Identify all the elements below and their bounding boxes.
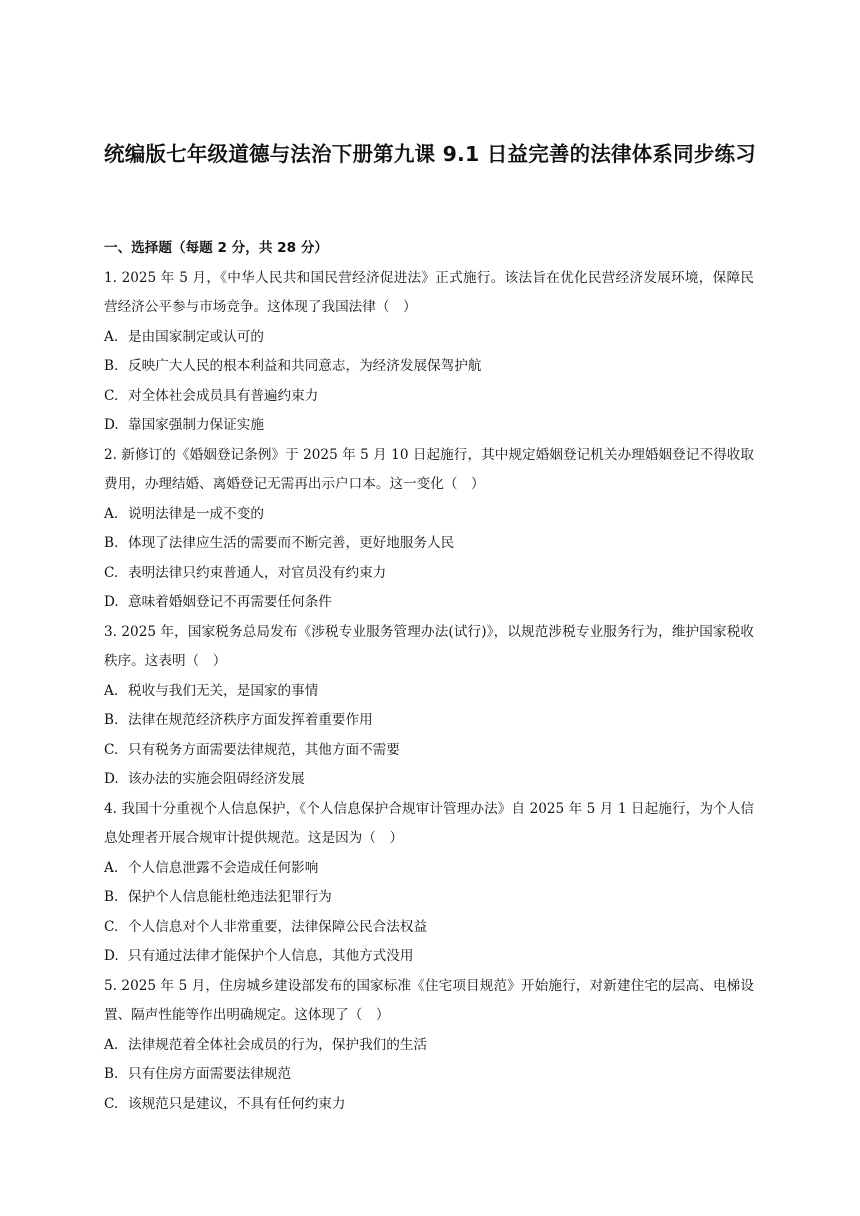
option-letter: C.	[104, 741, 119, 758]
question-stem: 4. 我国十分重视个人信息保护，《个人信息保护合规审计管理办法》自 2025 年 5 月 1 日起施行，为个人信息处理者开展合规审计提供规范。这是因为（ ）	[104, 800, 754, 846]
option-text: 体现了法律应生活的需要而不断完善，更好地服务人民	[128, 535, 455, 551]
option-letter: B.	[104, 1066, 119, 1082]
question-stem: 3. 2025 年，国家税务总局发布《涉税专业服务管理办法(试行)》，以规范涉税专业服务行为，维护国家税收秩序。这表明（ ）	[104, 623, 754, 669]
option-text: 是由国家制定或认可的	[128, 328, 264, 345]
option-text: 靠国家强制力保证实施	[128, 417, 264, 433]
document-title: 统编版七年级道德与法治下册第九课 9.1 日益完善的法律体系同步练习	[104, 142, 756, 166]
option-letter: D.	[104, 771, 119, 787]
option-letter: B.	[104, 358, 119, 374]
question-list	[104, 234, 754, 1119]
option-text: 反映广大人民的根本利益和共同意志，为经济发展保驾护航	[128, 358, 482, 374]
question-stem: 2. 新修订的《婚姻登记条例》于 2025 年 5 月 10 日起施行，其中规定婚姻登记机关办理婚姻登记不得收取费用，办理结婚、离婚登记无需再出示户口本。这一变化（ ）	[104, 446, 754, 492]
option-text: 个人信息泄露不会造成任何影响	[128, 859, 319, 876]
option-d	[104, 765, 754, 795]
option-text: 个人信息对个人非常重要，法律保障公民合法权益	[128, 918, 428, 935]
option-a	[104, 323, 754, 353]
option-letter: A.	[104, 859, 119, 876]
option-d	[104, 588, 754, 618]
option-letter: A.	[104, 1036, 119, 1053]
option-letter: D.	[104, 417, 119, 433]
option-a	[104, 854, 754, 884]
option-text: 对全体社会成员具有普遍约束力	[128, 387, 319, 404]
option-d	[104, 942, 754, 972]
option-b	[104, 706, 754, 736]
option-text: 法律规范着全体社会成员的行为，保护我们的生活	[128, 1036, 428, 1053]
option-text: 法律在规范经济秩序方面发挥着重要作用	[128, 712, 373, 728]
option-c	[104, 1090, 754, 1120]
option-c	[104, 913, 754, 943]
option-text: 保护个人信息能杜绝违法犯罪行为	[128, 889, 332, 905]
option-c	[104, 736, 754, 766]
option-b	[104, 352, 754, 382]
option-text: 税收与我们无关，是国家的事情	[128, 682, 319, 699]
option-d	[104, 411, 754, 441]
option-a	[104, 1031, 754, 1061]
option-letter: A.	[104, 682, 119, 699]
option-letter: A.	[104, 505, 119, 522]
option-letter: C.	[104, 1095, 119, 1112]
option-a	[104, 500, 754, 530]
option-b	[104, 883, 754, 913]
option-text: 只有住房方面需要法律规范	[128, 1066, 292, 1082]
question-1	[104, 264, 754, 441]
question-stem: 5. 2025 年 5 月，住房城乡建设部发布的国家标准《住宅项目规范》开始施行，对新建住宅的层高、电梯设置、隔声性能等作出明确规定。这体现了（ ）	[104, 977, 754, 1023]
option-text: 只有税务方面需要法律规范，其他方面不需要	[128, 741, 400, 758]
option-letter: C.	[104, 387, 119, 404]
section-heading: 一、选择题（每题 2 分，共 28 分）	[104, 240, 329, 256]
option-letter: B.	[104, 889, 119, 905]
question-3	[104, 618, 754, 795]
option-letter: D.	[104, 948, 119, 964]
option-text: 该办法的实施会阻碍经济发展	[128, 771, 305, 787]
option-letter: A.	[104, 328, 119, 345]
question-2	[104, 441, 754, 618]
option-b	[104, 1060, 754, 1090]
option-a	[104, 677, 754, 707]
question-stem: 1. 2025 年 5 月，《中华人民共和国民营经济促进法》正式施行。该法旨在优化民营经济发展环境，保障民营经济公平参与市场竞争。这体现了我国法律（ ）	[104, 269, 754, 315]
option-letter: B.	[104, 712, 119, 728]
option-text: 表明法律只约束普通人，对官员没有约束力	[128, 564, 387, 581]
option-letter: D.	[104, 594, 119, 610]
option-text: 说明法律是一成不变的	[128, 505, 264, 522]
option-text: 该规范只是建议，不具有任何约束力	[128, 1095, 346, 1112]
option-letter: C.	[104, 564, 119, 581]
option-c	[104, 559, 754, 589]
option-text: 意味着婚姻登记不再需要任何条件	[128, 594, 332, 610]
option-letter: C.	[104, 918, 119, 935]
question-5	[104, 972, 754, 1120]
option-letter: B.	[104, 535, 119, 551]
question-4	[104, 795, 754, 972]
option-b	[104, 529, 754, 559]
option-text: 只有通过法律才能保护个人信息，其他方式没用	[128, 948, 414, 964]
option-c	[104, 382, 754, 412]
